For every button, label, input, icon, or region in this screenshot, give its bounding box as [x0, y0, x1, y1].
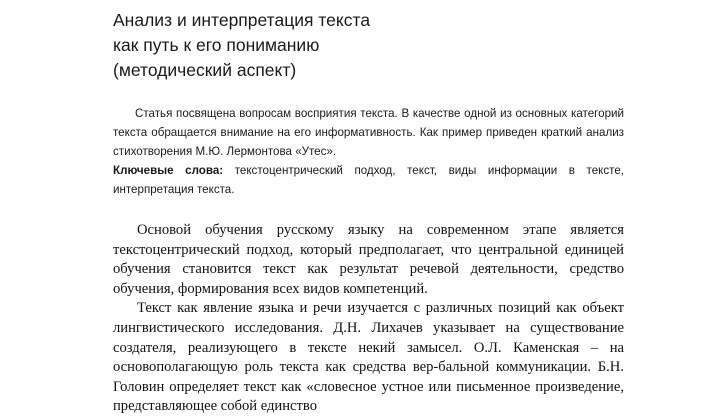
page-title: [113, 8, 624, 83]
abstract-text: Статья посвящена вопросам восприятия текста. В качестве одной из основных категорий текста обращается внимание на его информативность. Как пример приведен краткий анализ стихотворения М.Ю. Лермонтова «Утес».: [113, 107, 624, 158]
body-paragraph-1: Основой обучения русскому языку на современном этапе является текстоцентрический подход, который предполагает, что центральной единицей обучения становится текст как результат речевой деятельности, средство обучения, формирования всех видов компетенций.: [113, 222, 624, 297]
title-line-3: (методический аспект): [113, 60, 297, 80]
title-line-2: как путь к его пониманию: [113, 35, 320, 55]
keywords-text: текстоцентрический подход, текст, виды информации в тексте, интерпретация текста.: [113, 164, 624, 196]
abstract-section: [113, 104, 624, 199]
body-paragraph-2: Текст как явление языка и речи изучается с различных позиций как объект лингвистического исследования. Д.Н. Лихачев указывает на существование создателя, реализующего в тексте некий замысел. О.Л. Каменская – на основополагающую роль текста как средства вер-бальной коммуникации. Б.Н. Головин определяет текст как «словесное устное или письменное произведение, представляющее собой единство: [113, 300, 624, 415]
title-line-1: Анализ и интерпретация текста: [113, 10, 371, 30]
body-section: [113, 221, 624, 417]
keywords-paragraph: [113, 161, 624, 199]
keywords-label: Ключевые слова:: [113, 164, 224, 177]
